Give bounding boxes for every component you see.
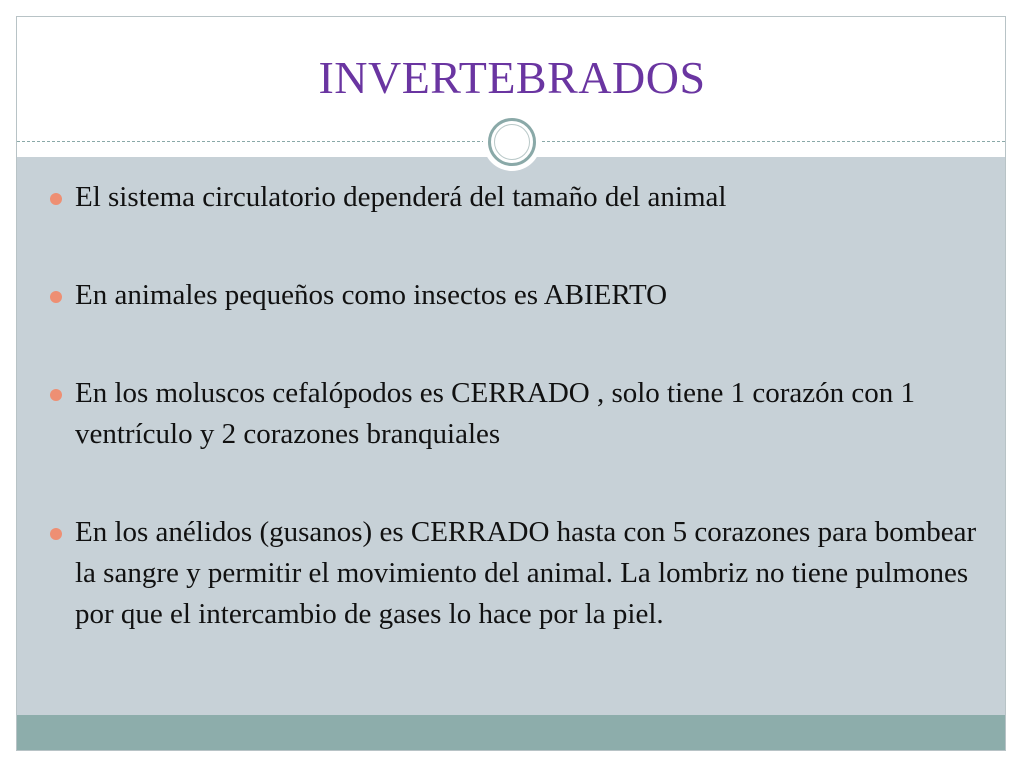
list-item bbox=[44, 373, 984, 455]
bullet-list bbox=[44, 177, 984, 692]
footer-band bbox=[17, 715, 1005, 750]
bullet-text: En animales pequeños como insectos es ABIERTO bbox=[75, 279, 668, 311]
list-item bbox=[44, 177, 984, 218]
bullet-dot-icon bbox=[50, 291, 62, 303]
circle-ornament-inner bbox=[494, 124, 530, 160]
bullet-dot-icon bbox=[50, 193, 62, 205]
bullet-dot-icon bbox=[50, 528, 62, 540]
bullet-text: En los moluscos cefalópodos es CERRADO , solo tiene 1 corazón con 1 ventrículo y 2 corazones branquiales bbox=[75, 377, 916, 450]
slide-title: INVERTEBRADOS bbox=[318, 52, 706, 103]
bullet-text: En los anélidos (gusanos) es CERRADO hasta con 5 corazones para bombear la sangre y permitir el movimiento del animal. La lombriz no tiene pulmones por que el intercambio de gases lo hace por la piel. bbox=[75, 516, 977, 630]
list-item bbox=[44, 275, 984, 316]
bullet-dot-icon bbox=[50, 389, 62, 401]
list-item bbox=[44, 512, 984, 635]
bullet-text: El sistema circulatorio dependerá del tamaño del animal bbox=[75, 181, 727, 213]
